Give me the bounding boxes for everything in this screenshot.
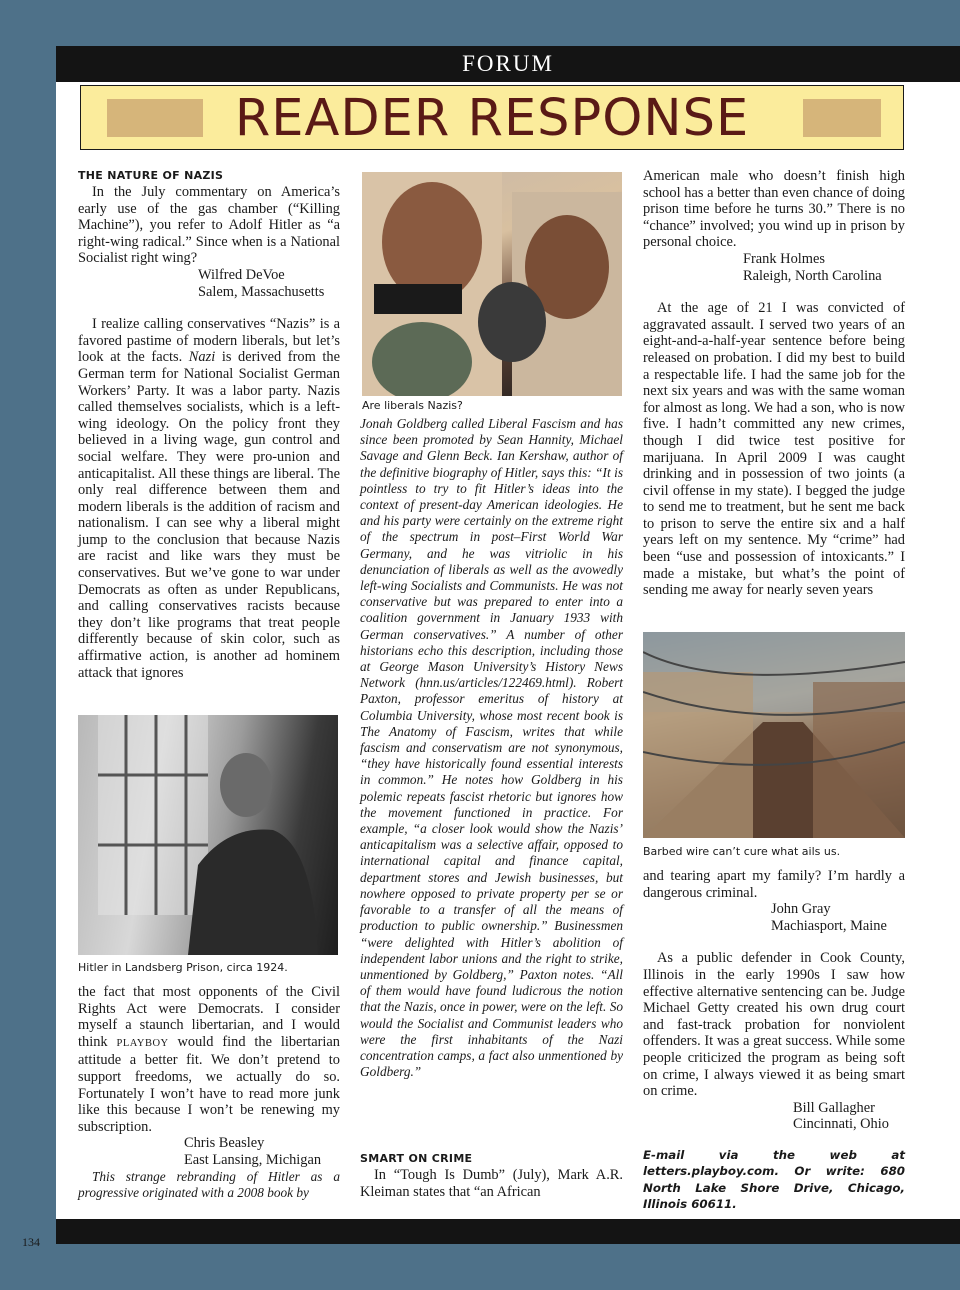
signature-place: Cincinnati, Ohio [793,1116,889,1133]
signature-name: Wilfred DeVoe [198,266,285,283]
page-title: READER RESPONSE [234,89,750,148]
column-1-bottom [78,984,340,1201]
photo-hitler-illustration [78,715,338,955]
letter-devoe: In the July commentary on America’s early use of the gas chamber (“Killing Machine”), you refer to Adolf Hitler as “a right-wing radical.” Since when is a National Socialist right wing? [78,184,340,267]
letter-gray: At the age of 21 I was convicted of aggravated assault. I served two years of an eight-and-a-half-year sentence before being released on probation. I did my best to build a respectable life. I had the same job for the next six years and was with the same woman for almost as long. We had a son, who is now five. I hadn’t committed any new crimes, though I did twice test positive for marijuana. In April 2009 I was caught drinking and in possession of two joints (a civil offense in my state). I begged the judge to send me to treatment, but he sent me back to prison to serve the entire six and a half years left on my sentence. My “crime” had been “use and possession of intoxicants.” I made a mistake, but what’s the point of sending me away for nearly seven years [643,300,905,599]
heading-nature-of-nazis: THE NATURE OF NAZIS [78,169,224,182]
editor-response-body: Jonah Goldberg called Liberal Fascism and has since been promoted by Sean Hannity, Michael Savage and Glenn Beck. Ian Kershaw, author of the definitive biography of Hitler, says this: “It is pointless to try to fit Hitler’s ideas into the context of present-day American ideologies. He and his party were certainly on the extreme right of the spectrum in post–First World War Germany, and he was vitriolic in his denunciation of liberals as well as the avowedly left-wing Socialists and Communists. He was not conservative but was prepared to enter into a coalition government in January 1933 with German conservatives.” A number of other historians echo this description, including those at George Mason University’s History News Network (hnn.us/articles/122469.html). Robert Paxton, professor emeritus of history at Columbia University, whose most recent book is The Anatomy of Fascism, writes that while fascism and conservatism are not synonymous, “they have historically found essential interests in common.” He notes how Goldberg in his polemic repeats fascist rhetoric but ignores how the movement functioned in practice. For example, “a closer look would show the Nazis’ anticapitalism was a selective affair, opposed to international capital and finance capital, department stores and Jewish businesses, but nowhere opposed to private property per se or favorable to a transfer of all the means of production to public ownership.” Businessmen “were delighted with Hitler’s abolition of independent labor unions and the right to strike, unmentioned by Goldberg,” Paxton notes. “All of them would have found ludicrous the notion that the Nazis, once in power, were on the left. So would the Socialist and Communist leaders who were the first inhabitants of the Nazi concentration camps, a fact also unmentioned by Goldberg.” [360,416,623,1080]
column-2-response [360,416,623,1080]
signature-name: John Gray [771,901,831,918]
photo-hitler-prison [78,715,338,955]
column-3-top [643,168,905,599]
letter-gallagher: As a public defender in Cook County, Illinois in the early 1990s I saw how effective alternative sentencing can be. Judge Michael Getty created his own drug court and fast-track probation for nonviolent offenders. It was a great success. While some people criticized the program as being soft on crime, I always viewed it as being smart on crime. [643,950,905,1100]
signature-name: Chris Beasley [184,1135,265,1152]
letter-gray-cont: and tearing apart my family? I’m hardly a dangerous criminal. [643,868,905,901]
photo-prison-illustration [643,632,905,838]
column-1-top [78,168,340,681]
contact-info: E-mail via the web at letters.playboy.com. Or write: 680 North Lake Shore Drive, Chicago, Illinois 60611. [643,1147,905,1212]
signature-name: Frank Holmes [743,250,825,267]
section-header-bar [56,46,960,82]
section-label: FORUM [462,51,554,76]
footer-bar [56,1219,960,1244]
signature-place: East Lansing, Michigan [184,1151,322,1168]
caption-liberals-nazis: Are liberals Nazis? [362,399,463,412]
title-banner [80,85,904,150]
column-2-bottom [360,1151,623,1200]
letter-holmes-start: In “Tough Is Dumb” (July), Mark A.R. Kleiman states that “an African [360,1167,623,1200]
column-3-bottom [643,868,905,1213]
letter-beasley-part2: the fact that most opponents of the Civil Rights Act were Democrats. I consider myself a staunch libertarian, and I would think PLAYBOY would find the libertarian attitude a better fit. We don’t pretend to support freedoms, we actually do so. Fortunately I won’t have to read more junk like this because I won’t be renewing my subscription. [78,984,340,1135]
photo-protest-signs [362,172,622,396]
caption-barbed-wire: Barbed wire can’t cure what ails us. [643,845,841,858]
editor-response-start: This strange rebranding of Hitler as a progressive originated with a 2008 book by [78,1168,340,1200]
heading-smart-on-crime: SMART ON CRIME [360,1152,473,1165]
letter-beasley-part1: I realize calling conservatives “Nazis” is a favored pastime of modern liberals, but let’s look at the facts. Nazi is derived from the German term for National Socialist German Workers’ Party. It was a labor party. Nazis called themselves socialists, which is a left-wing ideology. On the policy front they believed in a living wage, gun control and social welfare. They were pro-union and anticapitalist. All these things are liberal. The only real difference between them and modern liberals is the addition of racism and nationalism. I can see why a liberal might jump to the conclusion that because Nazis are racist and like wars they must be conservatives. But we’ve gone to war under Democrats as often as under Republicans, and calling conservatives racists because they don’t like programs that treat people differently because of skin color, such as affirmative action, is another ad hominem attack that ignores [78,316,340,681]
signature-place: Salem, Massachusetts [198,283,325,300]
caption-hitler: Hitler in Landsberg Prison, circa 1924. [78,961,288,974]
photo-barbed-wire-prison [643,632,905,838]
signature-place: Machiasport, Maine [771,917,887,934]
photo-protest-illustration [362,172,622,396]
signature-place: Raleigh, North Carolina [743,267,882,284]
page-number: 134 [22,1235,40,1249]
letter-holmes-cont: American male who doesn’t finish high school has a better than even chance of doing prison time before he turns 30.” There is no “chance” involved; you wind up in prison by personal choice. [643,168,905,251]
signature-name: Bill Gallagher [793,1099,875,1116]
